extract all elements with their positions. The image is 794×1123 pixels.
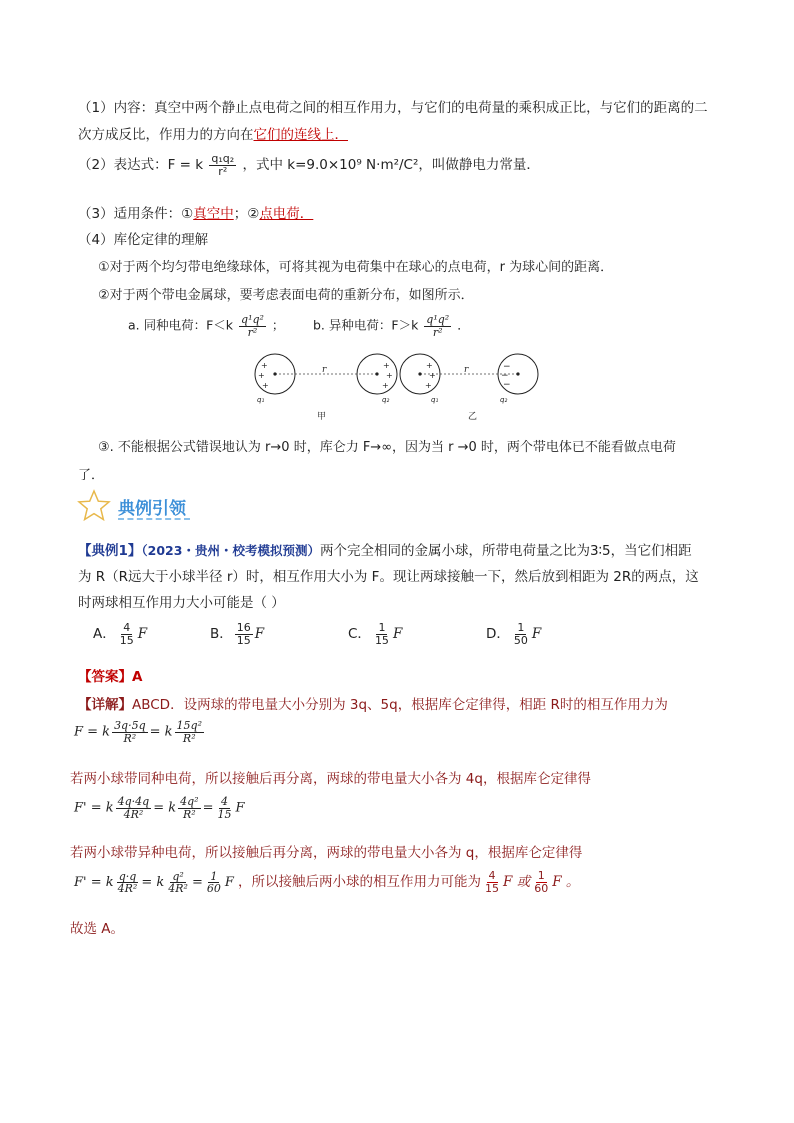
eq2-den-1: 4R²	[123, 807, 144, 821]
expression-fraction	[209, 153, 236, 177]
option-numerator: 16	[236, 621, 251, 634]
option-numerator: 4	[123, 621, 131, 634]
eq3-lhs: F' = k	[74, 875, 114, 891]
example-section-header	[76, 488, 236, 524]
option-denominator: 15	[374, 633, 389, 647]
case-a-fraction	[239, 314, 266, 338]
plus-sign: +	[426, 361, 433, 370]
case-b-end: ．	[457, 317, 470, 333]
eq2-fraction-2	[178, 796, 200, 820]
case-a-denominator: r²	[247, 325, 258, 339]
eq2-num-1: 4q·4q	[117, 795, 150, 808]
eq3-num-3: 1	[210, 869, 218, 883]
q1-label-left: q₁	[257, 396, 265, 404]
answer-line	[78, 665, 142, 685]
detail-intro-line	[78, 693, 668, 713]
conditions-separator: ；②	[233, 206, 260, 222]
eq3-or: F 或	[503, 874, 531, 891]
eq2-den-3: 15	[217, 807, 232, 821]
case-b-denominator: r²	[432, 325, 443, 339]
q2-label-left: q₂	[382, 396, 390, 404]
content-line-2	[78, 123, 348, 143]
r-label-left: r	[322, 365, 327, 375]
same-charge-text: 若两小球带同种电荷，所以接触后再分离，两球的带电量大小各为 4q，根据库仑定律得	[70, 771, 591, 787]
minus-sign: −	[501, 371, 509, 381]
option-tail: F	[137, 626, 148, 643]
eq3-num-2: q²	[172, 869, 184, 883]
eq1-num-1: 3q·5q	[114, 719, 146, 732]
understanding-item-1: ①对于两个均匀带电绝缘球体，可将其视为电荷集中在球心的点电荷，r 为球心间的距离．	[98, 260, 614, 275]
case-a-numerator: q¹q²	[241, 313, 264, 326]
eq3-den-2: 4R²	[168, 882, 188, 896]
eq3-tail: F	[224, 875, 234, 891]
case-a	[128, 314, 284, 338]
eq3-end: F 。	[552, 874, 580, 891]
option-fraction	[235, 622, 253, 646]
conditions-line	[78, 202, 313, 222]
understanding-item-2: ②对于两个带电金属球，要考虑表面电荷的重新分布，如图所示．	[98, 288, 474, 303]
plus-sign: +	[258, 371, 265, 380]
expression-denominator: r²	[218, 164, 228, 178]
expression-numerator: q₁q₂	[211, 152, 235, 165]
option-label: D．	[486, 626, 510, 643]
q2-label-right: q₂	[500, 396, 508, 404]
understanding-item-3-line-1: ③. 不能根据公式错误地认为 r→0 时，库仑力 F→∞，因为当 r →0 时，两个带电体已不能看做点电荷	[98, 440, 676, 455]
plus-sign: +	[261, 361, 268, 370]
content-line-2-prefix: 次方成反比，作用力的方向在	[78, 127, 254, 143]
example-stem-text: 两个完全相同的金属小球，所带电荷量之比为3∶5，当它们相距	[319, 543, 692, 559]
option-b[interactable]	[210, 622, 264, 646]
option-denominator: 50	[513, 633, 528, 647]
r-label-right: r	[464, 365, 469, 375]
content-line-1: （1）内容：真空中两个静止点电荷之间的相互作用力，与它们的电荷量的乘积成正比，与它们的距离的二	[78, 100, 708, 116]
conditions-prefix: （3）适用条件：①	[78, 206, 194, 222]
eq1-den-1: R²	[123, 731, 137, 745]
center-dot	[273, 372, 276, 375]
equation-3	[74, 869, 238, 896]
eq1-fraction-2	[175, 720, 204, 744]
caption-left: 甲	[317, 412, 327, 422]
eq3-den-3: 60	[206, 882, 221, 896]
figure-right	[400, 354, 538, 394]
option-fraction	[512, 622, 530, 646]
expression-label: （2）表达式：F = k	[78, 157, 204, 174]
eq1-fraction-1	[112, 720, 148, 744]
eq2-lhs: F' = k	[74, 800, 114, 816]
title-underline	[118, 518, 190, 520]
case-b-label: b. 异种电荷：F＞k	[313, 317, 419, 333]
option-a[interactable]	[93, 622, 147, 646]
conclusion: 故选 A。	[70, 921, 125, 937]
eq3-den-4: 15	[485, 881, 500, 895]
example-stem-line-2: 为 R（R远大于小球半径 r）时，相互作用大小为 F。现让两球接触一下，然后放到相距为 2R的两点，这	[78, 569, 699, 585]
eq2-tail: F	[235, 800, 245, 816]
answer-tag: 【答案】	[78, 669, 132, 685]
example-section-title: 典例引领	[118, 499, 186, 519]
case-b-numerator: q¹q²	[426, 313, 450, 326]
option-numerator: 1	[378, 621, 386, 634]
option-denominator: 15	[236, 633, 251, 647]
center-dot	[516, 372, 519, 375]
understanding-item-3-line-2: 了．	[78, 468, 105, 483]
plus-sign: +	[425, 381, 432, 390]
eq3-num-4: 4	[488, 869, 496, 882]
option-denominator: 15	[119, 633, 134, 647]
q1-label-right: q₁	[431, 396, 439, 404]
eq3-fraction-3	[205, 871, 223, 895]
example-stem-line-1	[78, 539, 692, 559]
case-b	[313, 314, 470, 338]
eq1-num-2: 15q²	[176, 719, 202, 732]
center-dot	[375, 372, 378, 375]
equation-3-line	[74, 870, 579, 895]
option-fraction	[373, 622, 391, 646]
answer-value: A	[132, 669, 143, 685]
option-tail: F	[254, 626, 265, 643]
diff-charge-text: 若两小球带异种电荷，所以接触后再分离，两球的带电量大小各为 q，根据库仑定律得	[70, 845, 583, 861]
charge-distribution-figure	[250, 350, 550, 430]
eq1-lhs: F = k	[74, 724, 111, 740]
plus-sign: +	[262, 381, 269, 390]
eq1-den-2: R²	[182, 731, 196, 745]
equation-1	[74, 720, 206, 744]
center-dot	[418, 372, 421, 375]
eq3-num-5: 1	[537, 869, 545, 882]
eq1-mid: = k	[149, 724, 173, 740]
eq2-fraction-3	[215, 796, 233, 820]
case-a-end: ；	[271, 317, 285, 333]
option-label: A．	[93, 626, 116, 643]
option-numerator: 1	[517, 621, 525, 634]
option-d[interactable]	[486, 622, 541, 646]
eq3-fraction-1	[116, 871, 140, 895]
option-tail: F	[392, 626, 403, 643]
eq3-fraction-5	[532, 870, 550, 894]
eq2-mid-2: =	[202, 800, 214, 816]
plus-sign: +	[429, 371, 436, 380]
eq2-fraction-1	[116, 796, 152, 820]
eq3-text: ，所以接触后两小球的相互作用力可能为	[238, 874, 482, 891]
eq3-fraction-4	[483, 870, 501, 894]
plus-sign: +	[382, 381, 389, 390]
case-a-label: a. 同种电荷：F＜k	[128, 317, 234, 333]
minus-sign: −	[503, 380, 511, 390]
example-stem-line-3: 时两球相互作用力大小可能是（ ）	[78, 595, 285, 611]
eq3-den-1: 4R²	[117, 882, 138, 896]
understanding-title: （4）库伦定律的理解	[78, 232, 209, 248]
plus-sign: +	[383, 361, 390, 370]
condition-vacuum: 真空中	[193, 206, 234, 222]
eq3-fraction-2	[166, 871, 190, 895]
example-tag: 【典例1】	[78, 543, 142, 559]
detail-intro: ABCD．设两球的带电量大小分别为 3q、5q，根据库仑定律得，相距 R时的相互作用力为	[132, 697, 668, 713]
option-label: C．	[348, 626, 371, 643]
eq3-mid: = k	[141, 875, 165, 891]
eq2-mid: = k	[153, 800, 177, 816]
case-b-fraction	[424, 314, 451, 338]
plus-sign: +	[386, 371, 393, 380]
caption-right: 乙	[468, 412, 478, 422]
eq2-num-2: 4q²	[180, 795, 199, 808]
eq2-den-2: R²	[183, 807, 196, 821]
condition-point-charge: 点电荷．	[259, 206, 314, 222]
option-tail: F	[531, 626, 542, 643]
option-fraction	[118, 622, 136, 646]
content-line-2-underlined: 它们的连线上．	[253, 127, 348, 143]
eq3-den-5: 60	[534, 881, 549, 895]
option-c[interactable]	[348, 622, 402, 646]
option-label: B．	[210, 626, 233, 643]
eq2-num-3: 4	[220, 795, 228, 808]
minus-sign: −	[503, 362, 511, 372]
eq3-mid-2: =	[191, 875, 203, 891]
eq3-num-1: q·q	[118, 869, 137, 883]
example-source: （2023・贵州・校考模拟预测）	[141, 543, 320, 558]
expression-suffix: ，式中 k=9.0×10⁹ N·m²/C²，叫做静电力常量．	[242, 157, 540, 174]
equation-2	[74, 796, 245, 820]
expression-line	[78, 153, 540, 177]
detail-tag: 【详解】	[78, 697, 132, 713]
star-icon	[76, 488, 112, 524]
